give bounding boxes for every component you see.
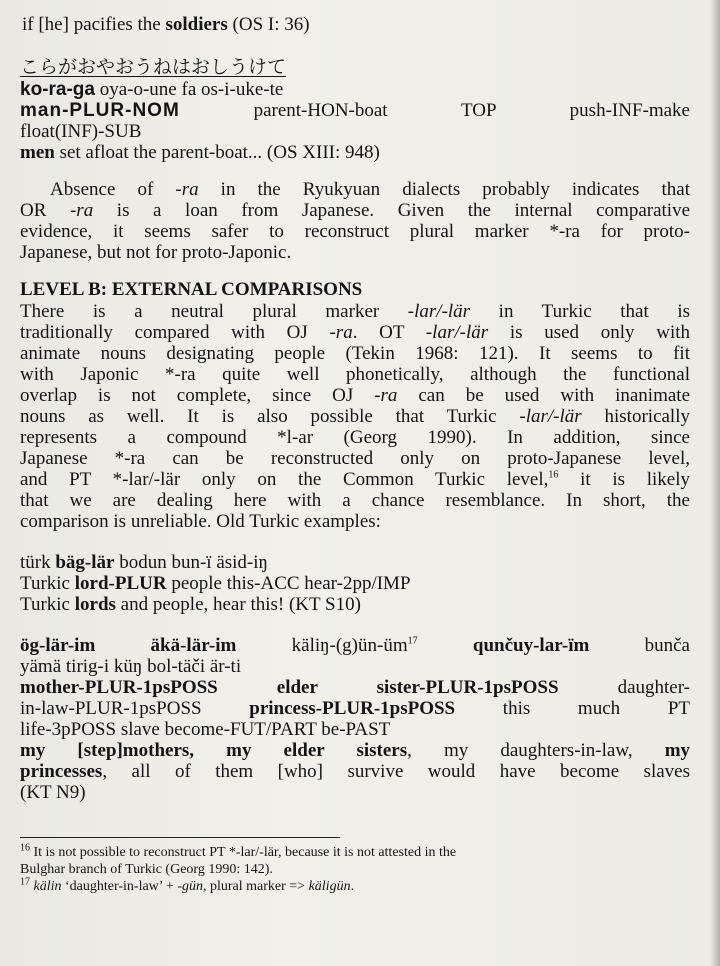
translation-line: (KT N9) (20, 782, 86, 803)
gloss-line: in-law-PLUR-1psPOSS princess-PLUR-1psPOSS this much PT (20, 698, 691, 719)
translation-line: my [step]mothers, my elder sisters, my daughters-in-law, my (20, 740, 691, 761)
gloss-line: man-PLUR-NOM parent-HON-boat TOP push-INF-make (20, 100, 690, 121)
paragraph: Absence of -ra in the Ryukyuan dialects probably indicates that OR -ra is a loan from Japanese. Given the internal comparative evidence, it seems safer to reconstruct plural marker *-ra for proto- Japanese, but not for proto-Japonic. (20, 179, 691, 263)
example-translation: if [he] pacifies the soldiers (OS I: 36) (22, 14, 310, 35)
section-heading: LEVEL B: EXTERNAL COMPARISONS (20, 279, 363, 300)
source-line: yämä tirig-i küŋ bol-täči är-ti (20, 656, 242, 677)
footnote-ref[interactable]: 16 (548, 469, 559, 481)
page-edge-shadow (710, 0, 720, 966)
footnotes: $^{16}$ It is not possible to reconstruct PT *-lar/-lär, because it is not attested in the Bulghar branch of Turkic (Georg 1990: 142). $^{17}$ kälin ‘daughter-in-law’ + -gün, plural marker => käligün. (20, 844, 690, 895)
example-block (20, 55, 690, 163)
example-block (20, 552, 690, 615)
section: LEVEL B: EXTERNAL COMPARISONS There is a neutral plural marker -lar/-lär in Turkic that is traditionally compared with OJ -ra. OT -lar/-lär is used only with animate nouns designating people (Tekin 1968: 121). It seems to fit with Japonic *-ra quite well phonetically, although the functional overlap is not complete, since OJ -ra can be used with inanimate nouns as well. It is also possible that Turkic -lar/-lär historically represents a compound *l-ar (Georg 1990). In addition, since Japanese *-ra can be reconstructed only on proto-Japanese level, and PT *-lar/-lär only on the Common Turkic level,$^{16}$ it is likely that we are dealing here with a chance resemblance. In short, the comparison is unreliable. Old Turkic examples: (20, 279, 691, 532)
footnote-16: $^{16}$ It is not possible to reconstruct PT *-lar/-lär, because it is not attested in the (20, 842, 457, 860)
translation-line: princesses, all of them [who] survive would have become slaves (20, 761, 690, 782)
translation-line: Turkic lords and people, hear this! (KT S10) (20, 594, 361, 615)
kana-line: こらがおやおうねはおしうけて (20, 56, 287, 78)
example-block (20, 635, 690, 803)
source-line: ög-lär-im äkä-lär-im käliŋ-$(g)ün-üm^{17}$ qunčuy-lar-ïm bunča (20, 635, 690, 656)
gloss-line: float(INF)-SUB (20, 121, 142, 142)
footnote-ref[interactable]: 17 (407, 635, 418, 647)
romanization-line: ko-ra-ga oya-o-une fa os-i-uke-te (20, 79, 284, 100)
translation-line: men set afloat the parent-boat... (OS XIII: 948) (20, 142, 380, 163)
source-line: türk bäg-lär bodun bun-ï äsid-iŋ (20, 552, 268, 573)
gloss-line: life-3pPOSS slave become-FUT/PART be-PAST (20, 719, 391, 740)
footnote-17: $^{17}$ kälin ‘daughter-in-law’ + -gün, plural marker => käligün. (20, 876, 355, 894)
footnote-divider (20, 837, 340, 838)
gloss-line: Turkic lord-PLUR people this-ACC hear-2pp/IMP (20, 573, 411, 594)
gloss-line: mother-PLUR-1psPOSS elder sister-PLUR-1psPOSS daughter- (20, 677, 691, 698)
